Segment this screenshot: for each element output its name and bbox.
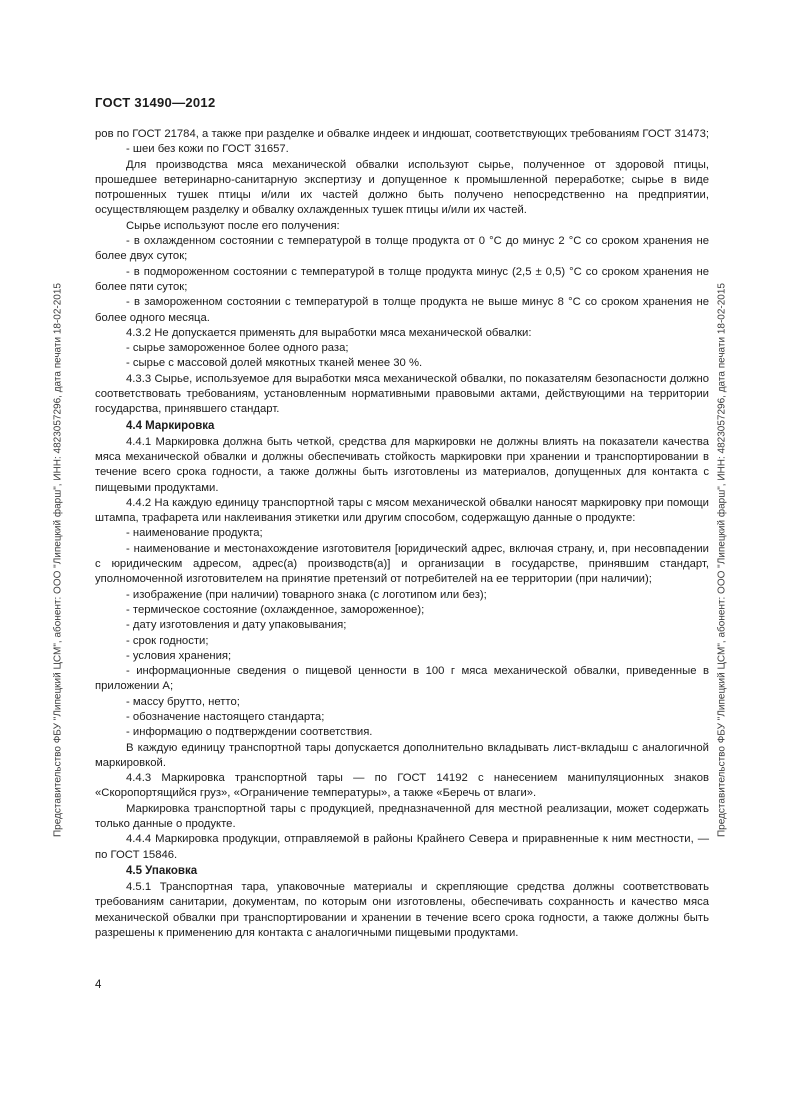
side-stamp-left: Представительство ФБУ "Липецкий ЦСМ", абонент: ООО "Липецкий фарш", ИНН: 4823057296, дата печати 18-02-2015 bbox=[52, 282, 64, 838]
paragraph: - наименование продукта; bbox=[126, 527, 263, 540]
paragraph: - условия хранения; bbox=[126, 649, 232, 662]
paragraph: - массу брутто, нетто; bbox=[126, 695, 240, 708]
paragraph: В каждую единицу транспортной тары допускается дополнительно вкладывать лист-вкладыш с аналогичной маркировкой. bbox=[95, 741, 709, 769]
paragraph: - обозначение настоящего стандарта; bbox=[126, 710, 325, 723]
paragraph: - сырье замороженное более одного раза; bbox=[126, 342, 349, 355]
paragraph: - термическое состояние (охлажденное, замороженное); bbox=[126, 603, 425, 616]
paragraph: - информационные сведения о пищевой ценности в 100 г мяса механической обвалки, приведенные в приложении А; bbox=[95, 665, 709, 693]
paragraph: 4.4.2 На каждую единицу транспортной тары с мясом механической обвалки наносят маркировку при помощи штампа, трафарета или наклеивания этикетки или другим способом, содержащую данные о продукте: bbox=[95, 496, 709, 525]
paragraph: - в подмороженном состоянии с температурой в толще продукта минус (2,5 ± 0,5) °С со сроком хранения не более пяти суток; bbox=[95, 265, 709, 293]
section-heading: 4.5 Упаковка bbox=[126, 864, 198, 877]
paragraph: - в замороженном состоянии с температурой в толще продукта не выше минус 8 °С со сроком хранения не более одного месяца. bbox=[95, 296, 709, 324]
paragraph: - в охлажденном состоянии с температурой в толще продукта от 0 °С до минус 2 °С со сроком хранения не более двух суток; bbox=[95, 235, 709, 263]
paragraph: 4.4.1 Маркировка должна быть четкой, средства для маркировки не должны влиять на показатели качества мяса механической обвалки и должны обеспечивать стойкость маркировки при хранении и транспортировании в течение всего срока годности, а также должны быть изготовлены из материалов, допущенных для контакта с пищевыми продуктами. bbox=[95, 435, 709, 494]
paragraph: - изображение (при наличии) товарного знака (с логотипом или без); bbox=[126, 588, 487, 601]
paragraph: - наименование и местонахождение изготовителя [юридический адрес, включая страну, и, при несовпадении с юридическим адресом, адрес(а) производств(а)] и организации в государстве, принявшим стандарт, уполномоченной изготовителем на принятие претензий от потребителей на ее территории (при наличии); bbox=[95, 542, 709, 586]
paragraph: 4.4.4 Маркировка продукции, отправляемой в районы Крайнего Севера и приравненные к ним местности, — по ГОСТ 15846. bbox=[95, 833, 709, 861]
paragraph: - информацию о подтверждении соответствия. bbox=[126, 726, 373, 739]
paragraph: - шеи без кожи по ГОСТ 31657. bbox=[126, 143, 289, 156]
side-stamp-right: Представительство ФБУ "Липецкий ЦСМ", абонент: ООО "Липецкий фарш", ИНН: 4823057296, дата печати 18-02-2015 bbox=[716, 282, 728, 838]
paragraph: Для производства мяса механической обвалки используют сырье, полученное от здоровой птицы, прошедшее ветеринарно-санитарную экспертизу и допущенное к промышленной переработке; сырье в виде потрошенных тушек птицы и/или их частей должно быть получено непосредственно на предприятии, осуществляющем разделку и обвалку охлажденных тушек птицы и/или их частей. bbox=[95, 158, 709, 217]
paragraph: 4.3.3 Сырье, используемое для выработки мяса механической обвалки, по показателям безопасности должно соответствовать требованиям, установленным нормативными правовыми актами, действующими на территории государства, принявшего стандарт. bbox=[95, 372, 709, 416]
paragraph: 4.3.2 Не допускается применять для выработки мяса механической обвалки: bbox=[126, 326, 532, 339]
paragraph: 4.4.3 Маркировка транспортной тары — по ГОСТ 14192 с нанесением манипуляционных знаков «Скоропортящийся груз», «Ограничение температуры», а также «Беречь от влаги». bbox=[95, 772, 709, 800]
document-header: ГОСТ 31490—2012 bbox=[95, 95, 216, 110]
section-heading: 4.4 Маркировка bbox=[126, 419, 215, 432]
paragraph: - дату изготовления и дату упаковывания; bbox=[126, 619, 347, 632]
paragraph: - сырье с массовой долей мякотных тканей менее 30 %. bbox=[126, 357, 423, 370]
paragraph: Маркировка транспортной тары с продукцией, предназначенной для местной реализации, может содержать только данные о продукте. bbox=[95, 802, 709, 831]
paragraph: Сырье используют после его получения: bbox=[126, 219, 340, 232]
page-number: 4 bbox=[95, 979, 102, 991]
document-body bbox=[95, 127, 709, 941]
paragraph: - срок годности; bbox=[126, 634, 209, 647]
paragraph: ров по ГОСТ 21784, а также при разделке и обвалке индеек и индюшат, соответствующих требованиям ГОСТ 31473; bbox=[95, 128, 710, 140]
paragraph: 4.5.1 Транспортная тара, упаковочные материалы и скрепляющие средства должны соответствовать требованиям санитарии, документам, по которым они изготовлены, обеспечивать сохранность и качество мяса механической обвалки при транспортировании и хранении в течение всего срока годности, а также должны быть разрешены к применению для контакта с аналогичными пищевыми продуктами. bbox=[95, 880, 709, 939]
